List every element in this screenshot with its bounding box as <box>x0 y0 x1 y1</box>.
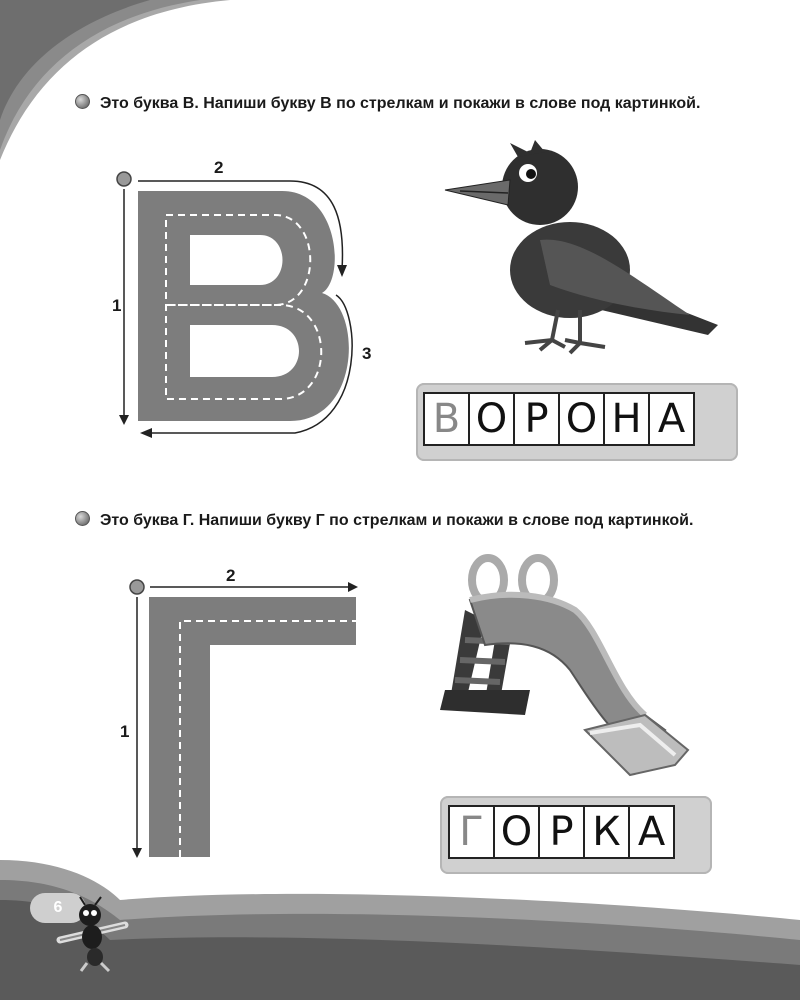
letter-cell: О <box>495 807 540 857</box>
stroke-number-2: 2 <box>226 566 236 585</box>
letter-cell: А <box>637 809 666 855</box>
instruction-text-1: Это буква В. Напиши букву В по стрелкам и покажи в слове под картинкой. <box>100 95 701 112</box>
stroke-number-2: 2 <box>214 158 224 177</box>
word-cells-vorona <box>423 392 695 446</box>
instruction-text-2: Это буква Г. Напиши букву Г по стрелкам и покажи в слове под картинкой. <box>100 512 694 529</box>
crow-illustration <box>440 135 725 365</box>
ant-with-pencil-icon <box>55 895 130 975</box>
letter-cell: О <box>560 394 605 444</box>
bullet-icon <box>75 511 90 526</box>
stroke-number-1: 1 <box>112 296 122 315</box>
letter-cell: О <box>470 394 515 444</box>
letter-cell: А <box>657 396 686 442</box>
letter-g-tracing <box>120 575 370 865</box>
corner-decoration <box>0 0 240 170</box>
bullet-icon <box>75 94 90 109</box>
letter-cell-highlighted: Г <box>450 807 495 857</box>
stroke-number-3: 3 <box>362 344 372 363</box>
letter-cell: Н <box>605 394 650 444</box>
page-number: 6 <box>30 893 86 923</box>
word-cells-gorka <box>448 805 675 859</box>
letter-cell: Р <box>540 807 585 857</box>
slide-illustration <box>440 550 700 780</box>
task-instruction-2 <box>75 510 725 532</box>
letter-cell: Р <box>515 394 560 444</box>
letter-v-tracing <box>100 165 380 445</box>
start-dot <box>130 580 144 594</box>
start-dot <box>117 172 131 186</box>
stroke-number-1: 1 <box>120 722 130 741</box>
task-instruction-1 <box>75 93 725 115</box>
letter-cell-highlighted: В <box>425 394 470 444</box>
letter-cell: К <box>585 807 630 857</box>
